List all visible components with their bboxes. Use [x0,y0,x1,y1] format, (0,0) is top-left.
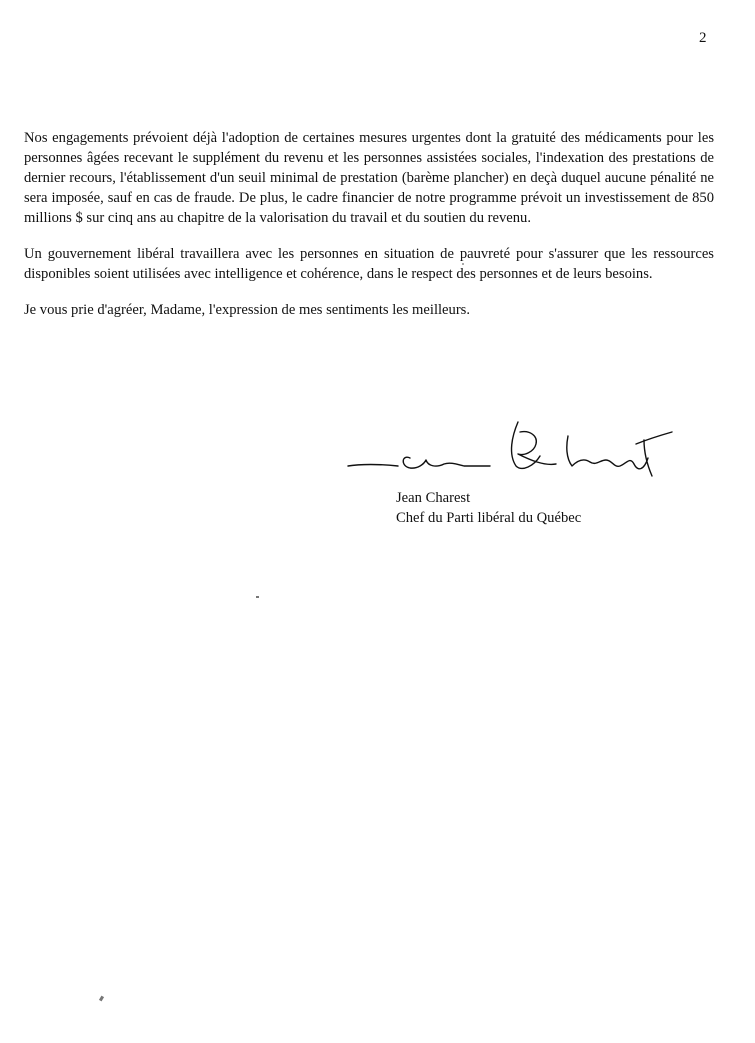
paragraph-closing: Je vous prie d'agréer, Madame, l'expression de mes sentiments les meilleurs. [24,302,471,318]
scan-speck [99,996,104,1002]
letter-body [24,128,714,336]
paragraph-commitments: Nos engagements prévoient déjà l'adoption de certaines mesures urgentes dont la gratuité des médicaments pour les personnes âgées recevant le supplément du revenu et les personnes assistées sociales, l'indexation des prestations de dernier recours, l'établissement d'un seuil minimal de prestation (barème plancher) en deçà duquel aucune pénalité ne sera imposée, sauf en cas de fraude. De plus, le cadre financier de notre programme prévoit un investissement de 850 millions $ sur cinq ans au chapitre de la valorisation du travail et du soutien du revenu. [24,130,714,226]
signer-name: Jean Charest [396,490,471,506]
page-number: 2 [699,30,707,46]
handwritten-signature [340,414,680,489]
scan-speck [256,596,259,598]
paragraph-liberal-government: Un gouvernement libéral travaillera avec les personnes en situation de pauvreté pour s'assurer que les ressources disponibles soient utilisées avec intelligence et cohérence, dans le respect des personnes et de leurs besoins. [24,246,714,282]
scan-speck [462,263,464,265]
signature-block [340,414,680,534]
signer-title: Chef du Parti libéral du Québec [396,510,582,526]
